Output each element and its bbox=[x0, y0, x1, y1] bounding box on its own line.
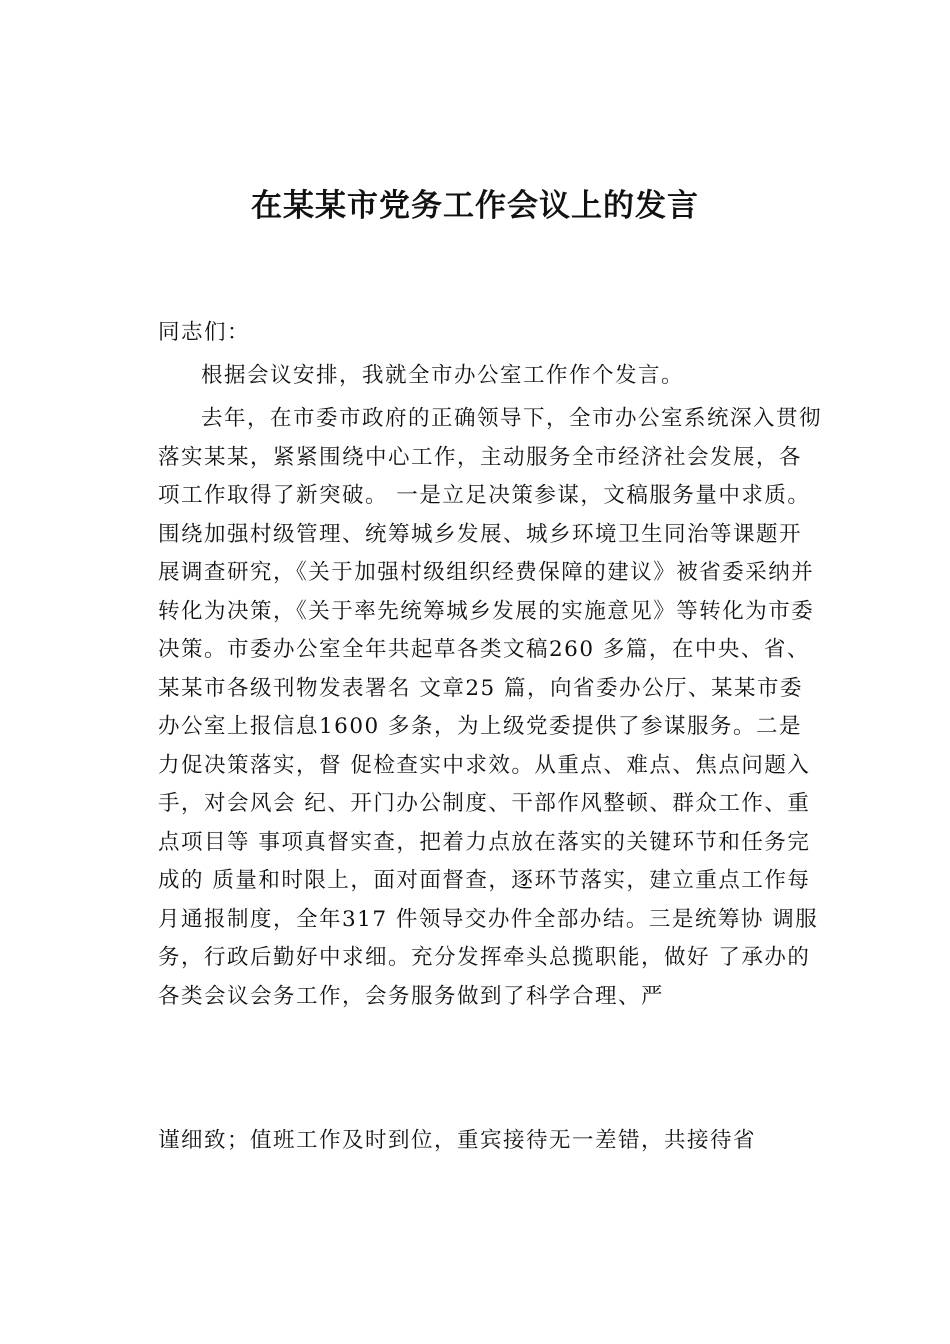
document-title: 在某某市党务工作会议上的发言 bbox=[251, 188, 699, 224]
paragraph-continued: 谨细致；值班工作及时到位，重宾接待无一差错，共接待省 bbox=[158, 1128, 757, 1153]
paragraph-intro: 根据会议安排，我就全市办公室工作作个发言。 bbox=[201, 363, 685, 388]
salutation: 同志们： bbox=[158, 320, 251, 345]
paragraph-main: 去年，在市委市政府的正确领导下，全市办公室系统深入贯彻落实某某，紧紧围绕中心工作，主动服务全市经济社会发展，各项工作取得了新突破。 一是立足决策参谋，文稿服务量中求质。围绕加强村级管理、统筹城乡发展、城乡环境卫生同治等课题开展调查研究，《关于加强村级组织经费保障的建议》被省委采纳并转化为决策，《关于率先统筹城乡发展的实施意见》等转化为市委决策。市委办公室全年共起草各类文稿260 多篇，在中央、省、某某市各级刊物发表署名 文章25 篇，向省委办公厅、某某市委办公室上报信息1600 多条，为上级党委提供了参谋服务。二是力促决策落实，督 促检查实中求效。从重点、难点、焦点问题入手，对会风会 纪、开门办公制度、干部作风整顿、群众工作、重点项目等 事项真督实查，把着力点放在落实的关键环节和任务完成的 质量和时限上，面对面督查，逐环节落实，建立重点工作每 月通报制度，全年317 件领导交办件全部办结。三是统筹协 调服务，行政后勤好中求细。充分发挥牵头总揽职能，做好 了承办的各类会议会务工作，会务服务做到了科学合理、严 bbox=[158, 406, 823, 1009]
